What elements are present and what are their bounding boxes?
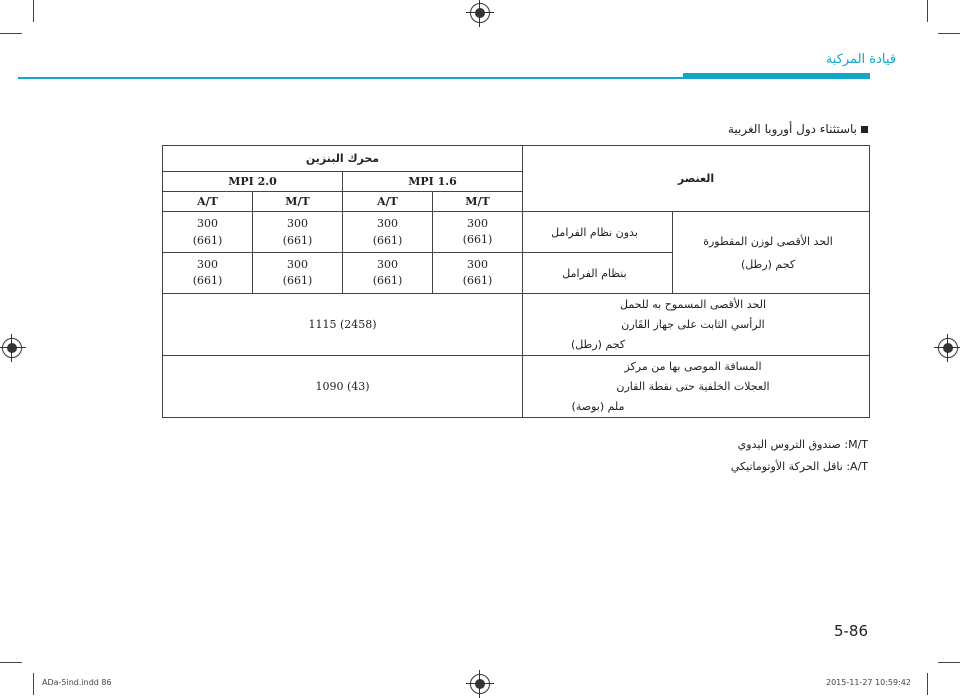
- bullet-square-icon: [861, 126, 868, 133]
- note-line: M/T: صندوق التروس اليدوي: [737, 438, 868, 451]
- table-row: [163, 294, 870, 356]
- distance-value: 1090 (43): [163, 356, 523, 418]
- row-label: بدون نظام الفرامل: [523, 212, 673, 253]
- table-notes: [731, 434, 868, 478]
- crop-mark: [33, 0, 34, 22]
- max-load-line1: الحد الأقصى المسموح به للحمل: [619, 297, 767, 311]
- section-heading: [728, 122, 868, 136]
- footer-file: ADa-5ind.indd 86: [42, 678, 112, 687]
- registration-mark-icon: [470, 674, 490, 694]
- item-header: العنصر: [523, 146, 870, 212]
- table-row: [163, 212, 870, 253]
- distance-unit: ملم (بوصة): [571, 399, 625, 413]
- table-cell: 300 (661): [163, 212, 253, 253]
- trailer-weight-title: الحد الأقصى لوزن المقطورة: [703, 234, 833, 248]
- distance-line2: العجلات الخلفية حتى نقطة القارن: [616, 379, 770, 393]
- registration-mark-icon: [938, 338, 958, 358]
- note-line: A/T: ناقل الحركة الأوتوماتيكي: [730, 460, 868, 473]
- max-load-line2: الرأسي الثابت على جهاز القَارن: [621, 317, 765, 331]
- crop-mark: [927, 673, 928, 695]
- header-rule-accent: [683, 73, 870, 79]
- table-cell: 300 (661): [253, 253, 343, 294]
- chapter-title: قيادة المركبة: [825, 52, 896, 67]
- table-cell: 300 (661): [433, 253, 523, 294]
- crop-mark: [938, 33, 960, 34]
- engine-header: MPI 1.6: [343, 172, 523, 192]
- crop-mark: [938, 662, 960, 663]
- crop-mark: [927, 0, 928, 22]
- trailer-weight-unit: كجم (رطل): [740, 257, 796, 271]
- registration-mark-icon: [470, 3, 490, 23]
- table-cell: 300 (661): [343, 253, 433, 294]
- table-cell: 300 (661): [253, 212, 343, 253]
- crop-mark: [0, 662, 22, 663]
- crop-mark: [33, 673, 34, 695]
- crop-mark: [0, 33, 22, 34]
- table-row: [163, 356, 870, 418]
- max-load-label: [523, 294, 870, 356]
- page-number: 5-86: [833, 622, 868, 640]
- transmission-header: M/T: [433, 192, 523, 212]
- max-load-value: 1115 (2458): [163, 294, 523, 356]
- registration-mark-icon: [2, 338, 22, 358]
- transmission-header: A/T: [343, 192, 433, 212]
- trailer-weight-label: [673, 212, 870, 294]
- section-heading-text: باستثناء دول أوروبا الغربية: [727, 122, 857, 136]
- row-label: بنظام الفرامل: [523, 253, 673, 294]
- engine-header: MPI 2.0: [163, 172, 343, 192]
- table-cell: 300 (661): [163, 253, 253, 294]
- distance-label: [523, 356, 870, 418]
- transmission-header: M/T: [253, 192, 343, 212]
- transmission-header: A/T: [163, 192, 253, 212]
- table-cell: 300 (661): [343, 212, 433, 253]
- towing-spec-table: [162, 145, 870, 418]
- engine-type-header: محرك البنزين: [163, 146, 523, 172]
- footer-timestamp: 2015-11-27 10:59:42: [826, 678, 911, 687]
- max-load-unit: كجم (رطل): [570, 337, 626, 351]
- distance-line1: المسافة الموصى بها من مركز: [624, 359, 762, 373]
- table-cell: 300 (661): [433, 212, 523, 253]
